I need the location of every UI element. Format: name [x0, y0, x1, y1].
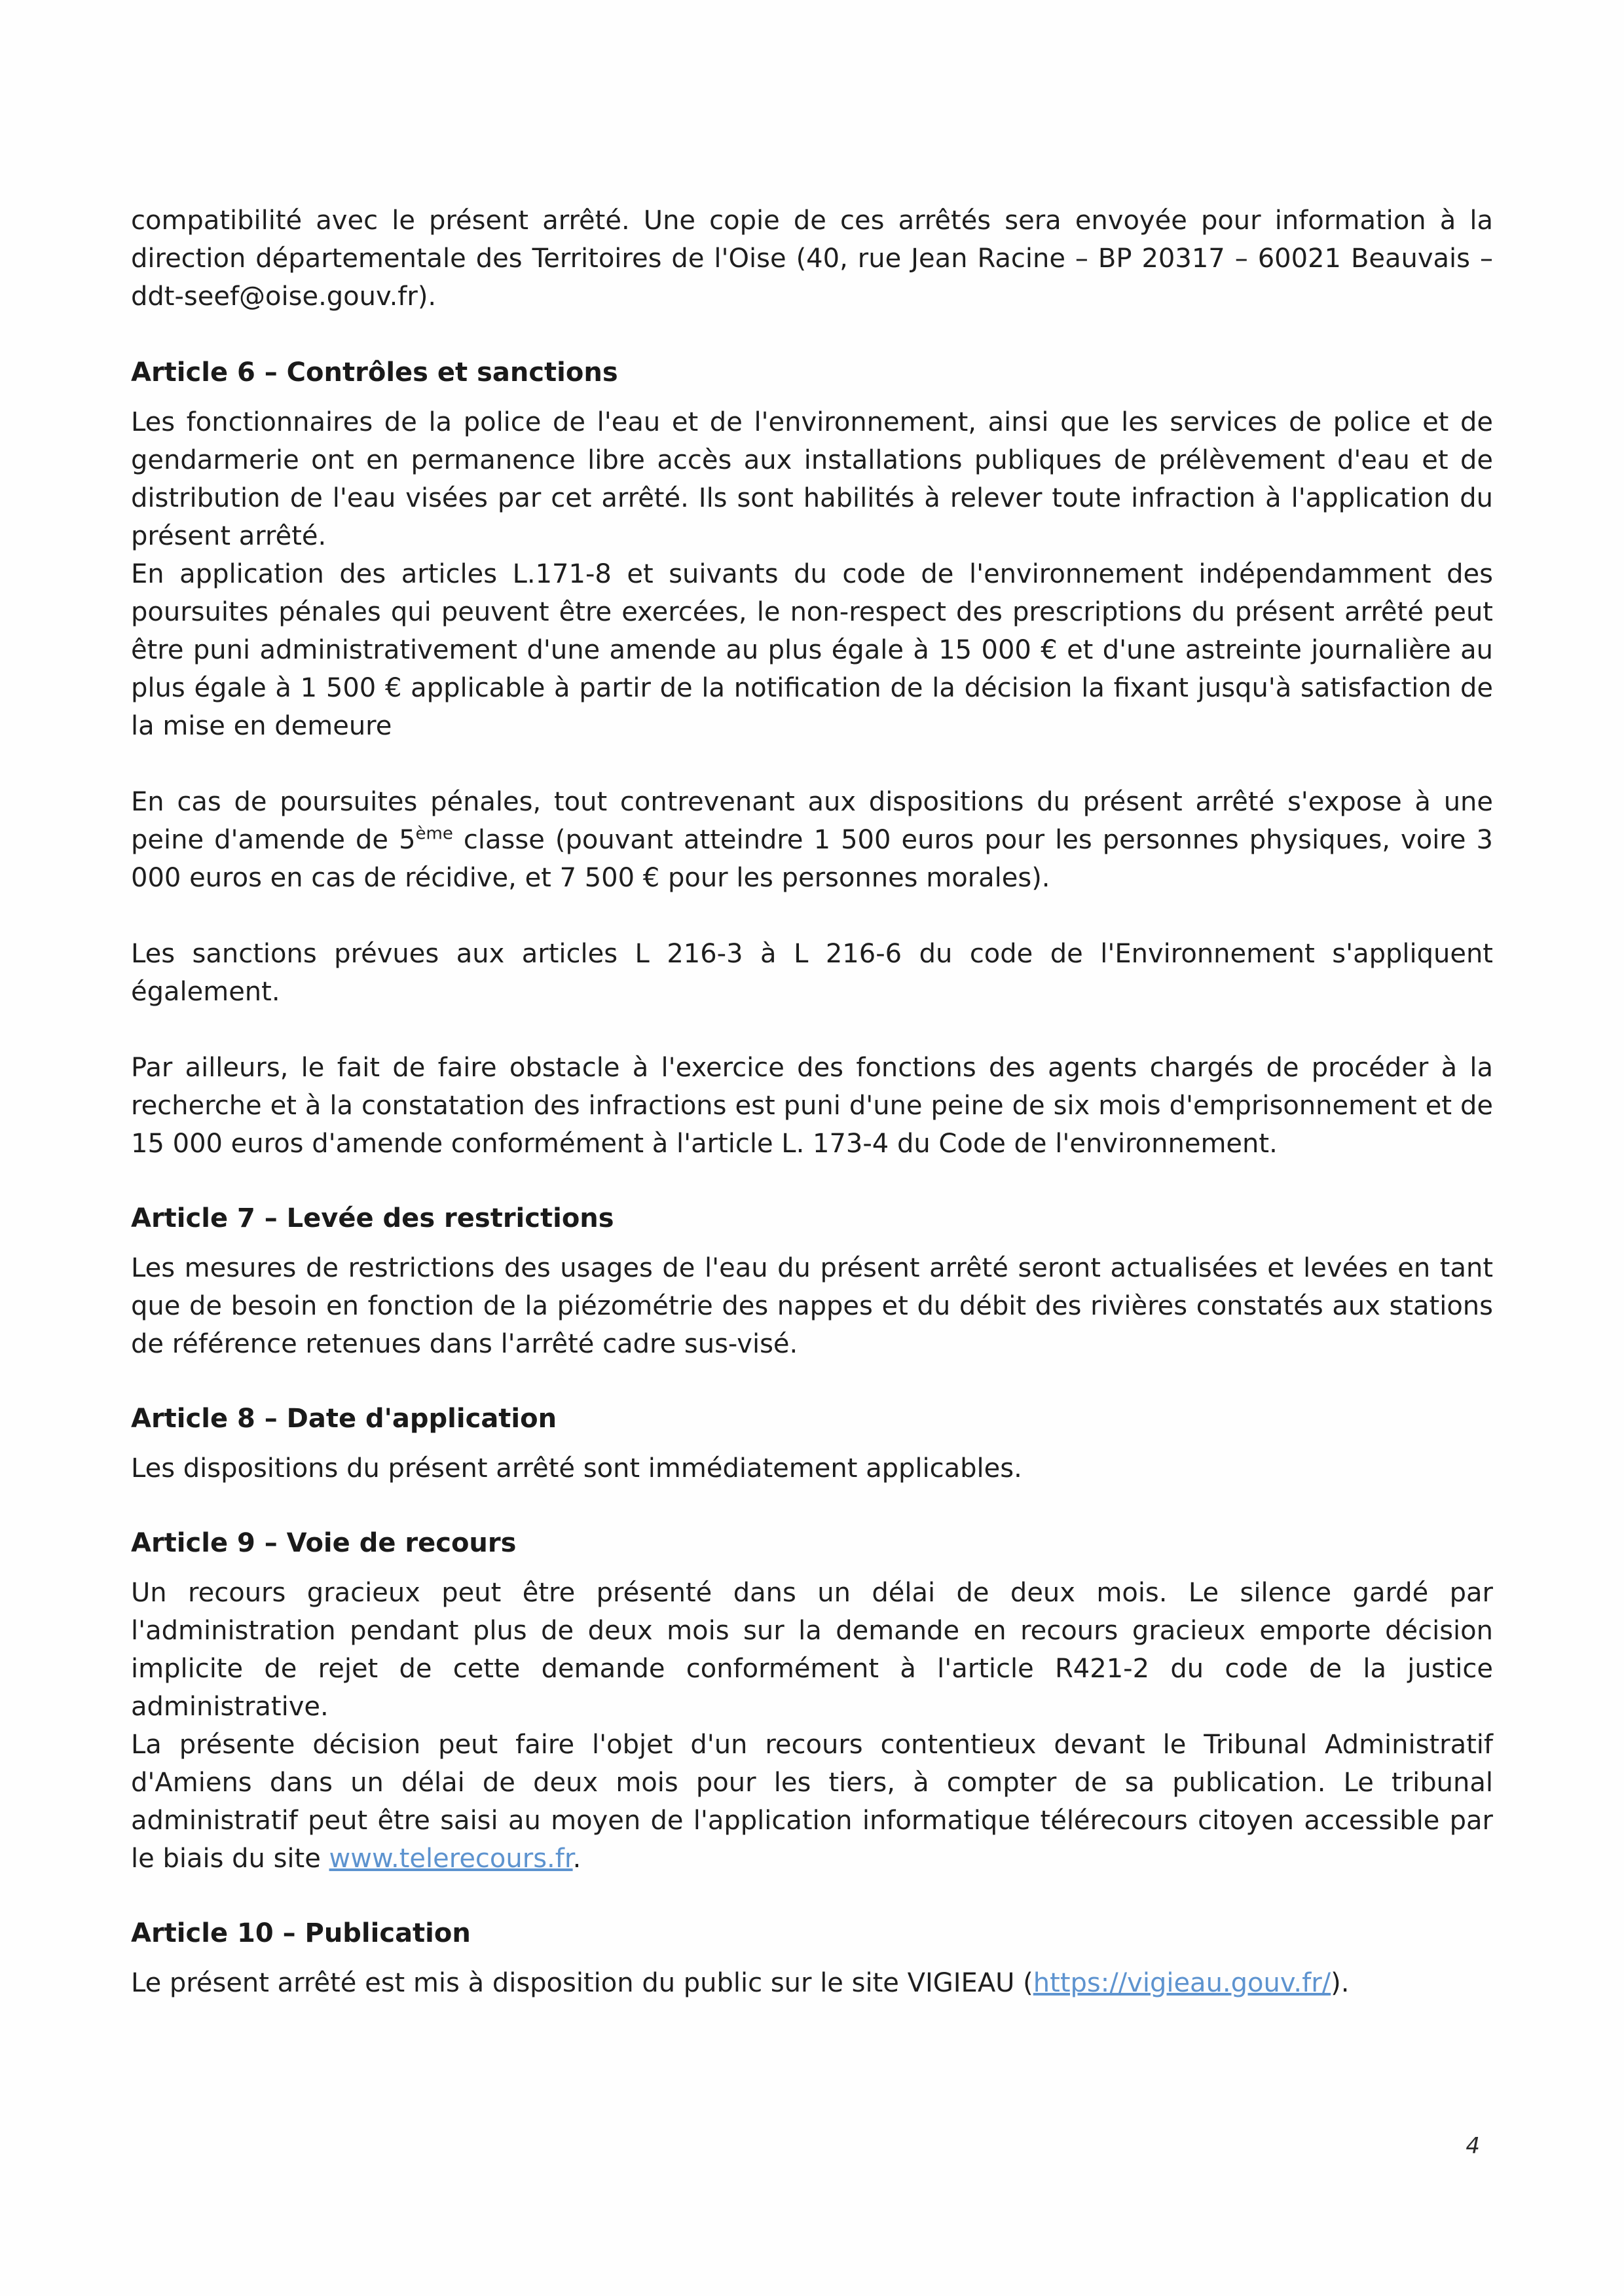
article-9-paragraph-1: Un recours gracieux peut être présenté dans un délai de deux mois. Le silence gardé par l'administration pendant plus de deux mois sur la demande en recours gracieux emporte décision implicite de rejet de cette demande conformément à l'article R421-2 du code de la justice administrative.: [131, 1578, 1493, 1722]
article-7: [131, 1199, 1493, 1363]
article-9-paragraph-2: [131, 1726, 1493, 1878]
article-9: [131, 1524, 1493, 1878]
article-10-paragraph-1-end: ).: [1331, 1968, 1350, 1998]
article-9-title: Article 9 – Voie de recours: [131, 1528, 517, 1558]
telerecours-link[interactable]: www.telerecours.fr: [329, 1844, 573, 1874]
article-6-paragraph-3-text-b: classe (pouvant atteindre 1 500 euros pour les personnes physiques, voire 3 000 euros en cas de récidive, et 7 500 € pour les personnes morales).: [131, 825, 1494, 893]
article-7-paragraph-1: Les mesures de restrictions des usages de l'eau du présent arrêté seront actualisées et levées en tant que de besoin en fonction de la piézométrie des nappes et du débit des rivières constatés aux stations de référence retenues dans l'arrêté cadre sus-visé.: [131, 1253, 1493, 1359]
article-6-paragraph-1: Les fonctionnaires de la police de l'eau et de l'environnement, ainsi que les services de police et de gendarmerie ont en permanence libre accès aux installations publiques de prélèvement d'eau et de distribution de l'eau visées par cet arrêté. Ils sont habilités à relever toute infraction à l'application du présent arrêté.: [131, 407, 1493, 551]
article-9-paragraph-2-text: La présente décision peut faire l'objet d'un recours contentieux devant le Tribunal Administratif d'Amiens dans un délai de deux mois pour les tiers, à compter de sa publication. Le tribunal administratif peut être saisi au moyen de l'application informatique télérecours citoyen accessible par le biais du site: [131, 1730, 1493, 1874]
article-9-paragraph-2-end: .: [572, 1844, 581, 1874]
article-10-paragraph-1: [131, 1964, 1493, 2002]
intro-paragraph: compatibilité avec le présent arrêté. Une copie de ces arrêtés sera envoyée pour information à la direction départementale des Territoires de l'Oise (40, rue Jean Racine – BP 20317 – 60021 Beauvais – ddt-seef@oise.gouv.fr).: [131, 206, 1493, 312]
article-10-paragraph-1-text: Le présent arrêté est mis à disposition du public sur le site VIGIEAU (: [131, 1968, 1033, 1998]
page-number: 4: [1466, 2133, 1480, 2159]
article-8: [131, 1400, 1493, 1487]
article-6-paragraph-5: Par ailleurs, le fait de faire obstacle à l'exercice des fonctions des agents chargés de procéder à la recherche et à la constatation des infractions est puni d'une peine de six mois d'emprisonnement et de 15 000 euros d'amende conformément à l'article L. 173-4 du Code de l'environnement.: [131, 1053, 1493, 1159]
article-7-title: Article 7 – Levée des restrictions: [131, 1203, 614, 1233]
article-6-paragraph-3: [131, 783, 1493, 897]
article-6-paragraph-4: Les sanctions prévues aux articles L 216-3 à L 216-6 du code de l'Environnement s'appliquent également.: [131, 939, 1493, 1007]
article-10: [131, 1914, 1493, 2002]
ordinal-superscript: ème: [415, 824, 453, 844]
vigieau-link[interactable]: https://vigieau.gouv.fr/: [1033, 1968, 1331, 1998]
article-6-title: Article 6 – Contrôles et sanctions: [131, 357, 618, 388]
article-6-paragraph-3-text-a: En cas de poursuites pénales, tout contrevenant aux dispositions du présent arrêté s'expose à une peine d'amende de 5: [131, 787, 1493, 855]
article-10-title: Article 10 – Publication: [131, 1918, 471, 1948]
document-content: [131, 202, 1493, 2039]
article-8-title: Article 8 – Date d'application: [131, 1404, 557, 1434]
article-6: [131, 354, 1493, 1163]
article-8-paragraph-1: Les dispositions du présent arrêté sont immédiatement applicables.: [131, 1453, 1022, 1484]
article-6-paragraph-2: En application des articles L.171-8 et suivants du code de l'environnement indépendamment des poursuites pénales qui peuvent être exercées, le non-respect des prescriptions du présent arrêté peut être puni administrativement d'une amende au plus égale à 15 000 € et d'une astreinte journalière au plus égale à 1 500 € applicable à partir de la notification de la décision la fixant jusqu'à satisfaction de la mise en demeure: [131, 559, 1493, 741]
